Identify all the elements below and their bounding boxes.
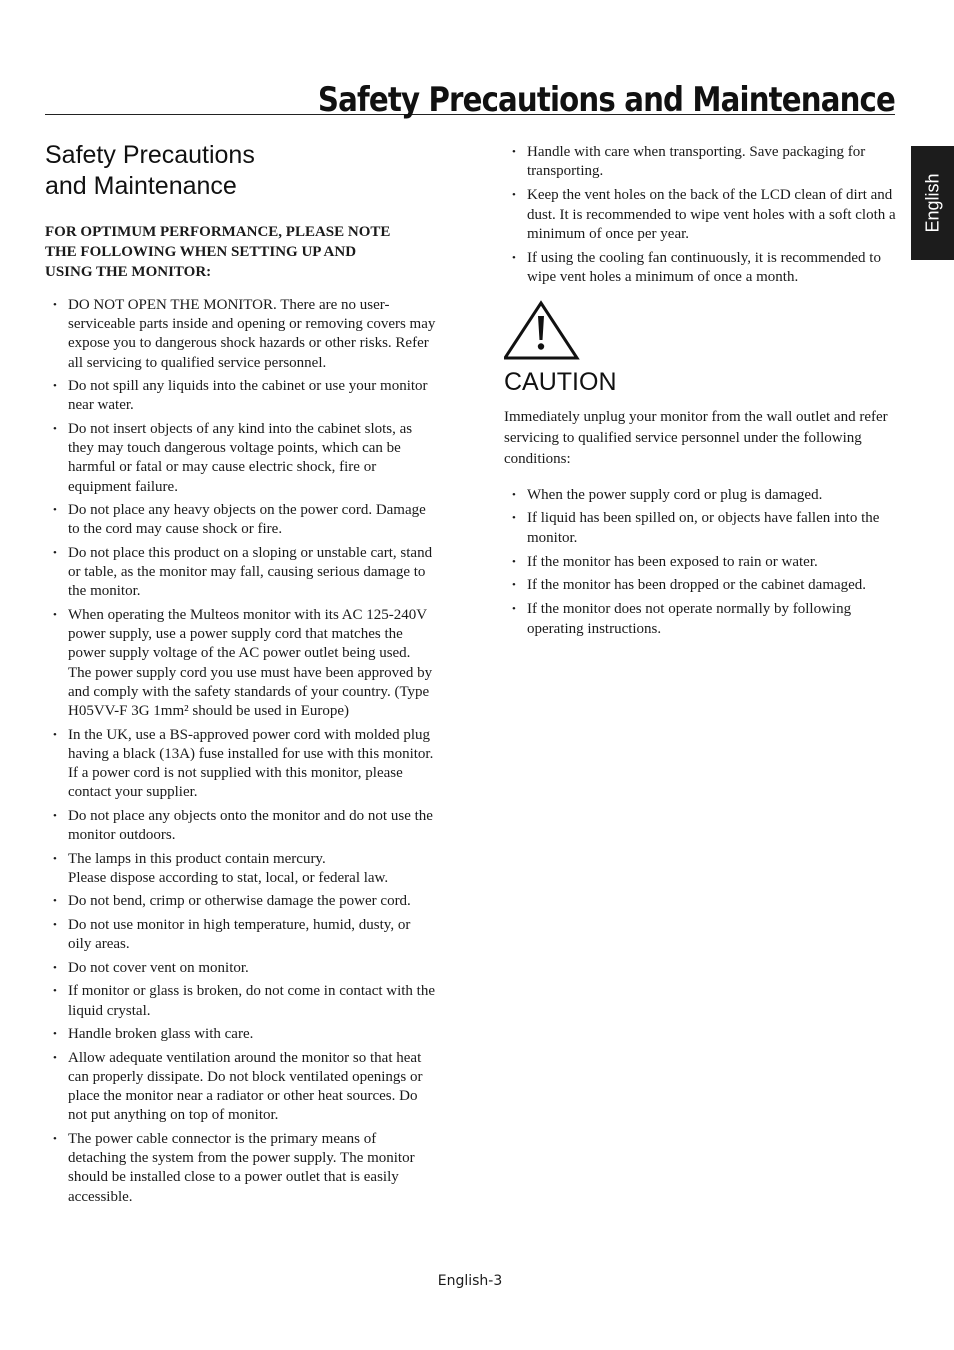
list-item: • Do not use monitor in high temperature, humid, dusty, or oily areas.	[45, 916, 437, 954]
list-item: • The power cable connector is the primary means of detaching the system from the power supply. The monitor should be installed close to a power outlet that is easily accessible.	[45, 1130, 437, 1207]
caution-heading: CAUTION	[504, 367, 617, 396]
language-tab	[911, 146, 954, 260]
list-item: • If the monitor has been dropped or the cabinet damaged.	[504, 576, 896, 595]
list-item: • Do not cover vent on monitor.	[45, 959, 437, 978]
list-item: • If liquid has been spilled on, or objects have fallen into the monitor.	[504, 509, 896, 548]
section-title-line: Safety Precautions	[45, 141, 255, 169]
list-item: • Do not spill any liquids into the cabinet or use your monitor near water.	[45, 377, 437, 415]
precautions-list	[45, 296, 437, 1207]
conditions-list	[504, 486, 896, 639]
left-column	[45, 140, 437, 1211]
list-item: • If the monitor has been exposed to rain or water.	[504, 553, 896, 572]
section-title	[45, 140, 437, 202]
list-item: • If using the cooling fan continuously, it is recommended to wipe vent holes a minimum of once a month.	[504, 249, 896, 288]
list-item: • DO NOT OPEN THE MONITOR. There are no user-serviceable parts inside and opening or removing covers may expose you to dangerous shock hazards or other risks. Refer all servicing to qualified service personnel.	[45, 296, 437, 373]
list-item: • Do not insert objects of any kind into the cabinet slots, as they may touch dangerous voltage points, which can be harmful or fatal or may cause electric shock, fire or equipment failure.	[45, 420, 437, 497]
list-item: • Handle with care when transporting. Save packaging for transporting.	[504, 143, 896, 182]
lead-note-line: USING THE MONITOR:	[45, 264, 212, 280]
list-item: • If monitor or glass is broken, do not come in contact with the liquid crystal.	[45, 982, 437, 1020]
list-item: • Handle broken glass with care.	[45, 1025, 437, 1044]
language-tab-label: English	[922, 173, 942, 233]
maintenance-list	[504, 143, 896, 288]
list-item: • If the monitor does not operate normally by following operating instructions.	[504, 600, 896, 639]
lead-note-line: FOR OPTIMUM PERFORMANCE, PLEASE NOTE	[45, 224, 391, 240]
page-number: English-3	[437, 1273, 503, 1289]
lead-note	[45, 222, 437, 282]
list-item: • When the power supply cord or plug is damaged.	[504, 486, 896, 505]
caution-text: Immediately unplug your monitor from the wall outlet and refer servicing to qualified service personnel under the following conditions:	[504, 408, 888, 467]
list-item: • Do not place any heavy objects on the power cord. Damage to the cord may cause shock or fire.	[45, 501, 437, 539]
page-title: Safety Precautions and Maintenance	[317, 80, 895, 120]
list-item: • In the UK, use a BS-approved power cord with molded plug having a black (13A) fuse installed for use with this monitor. If a power cord is not supplied with this monitor, please contact your supplier.	[45, 726, 437, 803]
list-item: • Do not place any objects onto the monitor and do not use the monitor outdoors.	[45, 807, 437, 845]
section-title-line: and Maintenance	[45, 172, 237, 200]
list-item: • The lamps in this product contain mercury. Please dispose according to stat, local, or federal law.	[45, 850, 437, 888]
warning-triangle-icon	[504, 300, 580, 362]
list-item: • Keep the vent holes on the back of the LCD clean of dirt and dust. It is recommended to wipe vent holes with a soft cloth a minimum of once per year.	[504, 186, 896, 244]
list-item: • When operating the Multeos monitor with its AC 125-240V power supply, use a power supply cord that matches the power supply voltage of the AC power outlet being used. The power supply cord you use must have been approved by and comply with the safety standards of your country. (Type H05VV-F 3G 1mm² should be used in Europe)	[45, 606, 437, 721]
list-item: • Allow adequate ventilation around the monitor so that heat can properly dissipate. Do not block ventilated openings or place the monitor near a radiator or other heat sources. Do not put anything on top of monitor.	[45, 1049, 437, 1126]
list-item: • Do not bend, crimp or otherwise damage the power cord.	[45, 892, 437, 911]
right-column	[504, 143, 896, 643]
list-item: • Do not place this product on a sloping or unstable cart, stand or table, as the monitor may fall, causing serious damage to the monitor.	[45, 544, 437, 602]
lead-note-line: THE FOLLOWING WHEN SETTING UP AND	[45, 244, 357, 260]
